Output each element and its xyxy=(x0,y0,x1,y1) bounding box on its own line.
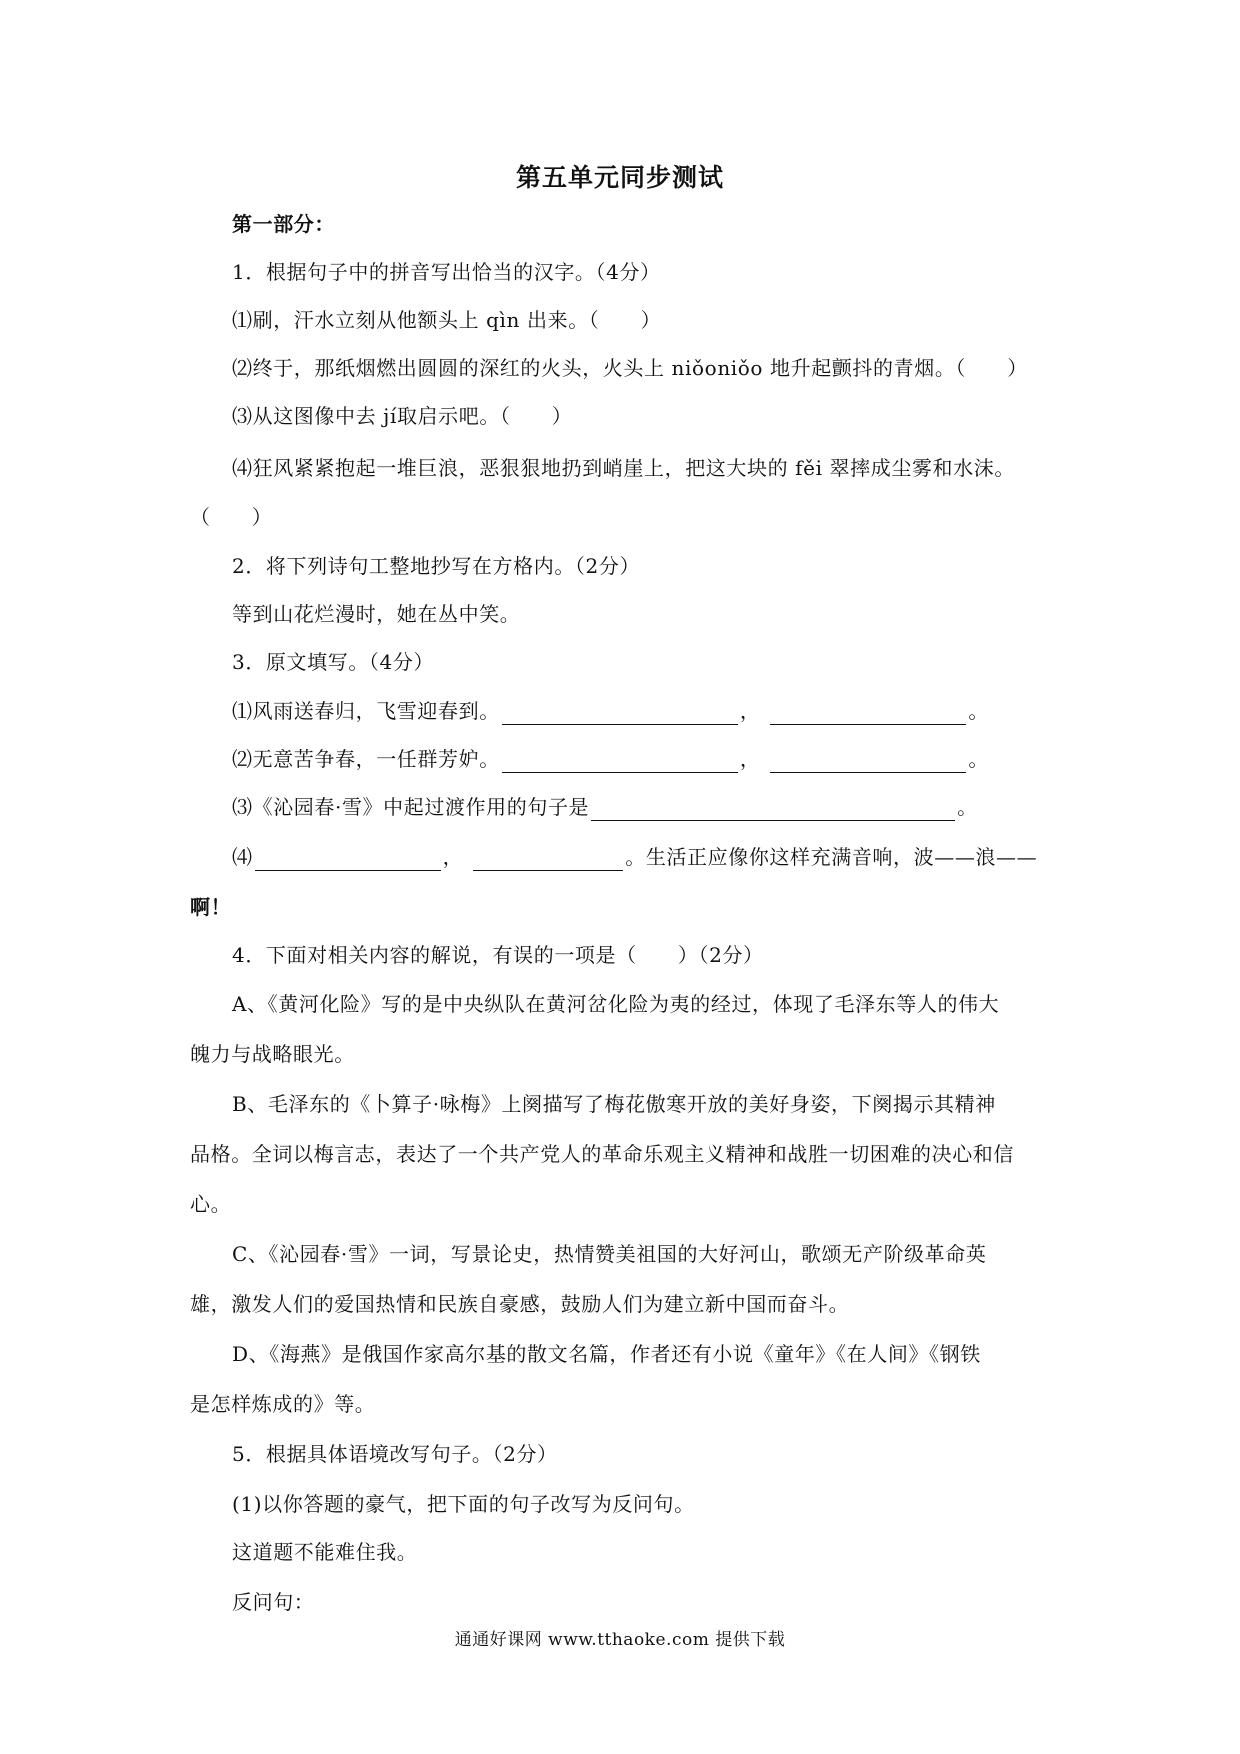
question-3-item-4-number: ⑷ xyxy=(232,845,253,869)
question-1-item-2: ⑵终于，那纸烟燃出圆圆的深红的火头，火头上 niǒoniǒo 地升起颤抖的青烟。（ ） xyxy=(232,356,1028,380)
period: 。 xyxy=(968,747,990,771)
question-3-item-1-text: ⑴风雨送春归，飞雪迎春到。 xyxy=(232,699,500,723)
fill-blank[interactable] xyxy=(770,702,966,725)
question-4-stem: 4．下面对相关内容的解说，有误的一项是（ ）（2分） xyxy=(232,943,764,967)
question-3-item-2-text: ⑵无意苦争春，一任群芳妒。 xyxy=(232,747,500,771)
question-3-item-4-continuation: 啊！ xyxy=(190,895,232,919)
page-title: 第五单元同步测试 xyxy=(515,163,724,192)
period: 。 xyxy=(968,699,990,723)
question-1-item-1: ⑴刷，汗水立刻从他额头上 qìn 出来。（ ） xyxy=(232,308,662,332)
option-c-line-2: 雄，激发人们的爱国热情和民族自豪感，鼓励人们为建立新中国而奋斗。 xyxy=(190,1292,850,1316)
question-1-item-4: ⑷狂风紧紧抱起一堆巨浪，恶狠狠地扔到峭崖上，把这大块的 fěi 翠摔成尘雾和水沫。 xyxy=(232,456,1015,480)
question-5-sentence: 这道题不能难住我。 xyxy=(232,1540,418,1564)
option-b-line-1: B、毛泽东的《卜算子·咏梅》上阕描写了梅花傲寒开放的美好身姿，下阕揭示其精神 xyxy=(232,1092,996,1116)
question-5-stem: 5．根据具体语境改写句子。（2分） xyxy=(232,1442,558,1466)
fill-blank[interactable] xyxy=(502,702,738,725)
option-c-line-1: C、《沁园春·雪》一词，写景论史，热情赞美祖国的大好河山，歌颂无产阶级革命英 xyxy=(232,1242,987,1266)
question-3-item-2 xyxy=(232,745,989,773)
option-a-line-2: 魄力与战略眼光。 xyxy=(190,1042,355,1066)
option-b-line-2: 品格。全词以梅言志，表达了一个共产党人的革命乐观主义精神和战胜一切困难的决心和信 xyxy=(190,1142,1014,1166)
option-d-line-1: D、《海燕》是俄国作家高尔基的散文名篇，作者还有小说《童年》《在人间》《钢铁 xyxy=(232,1342,981,1366)
question-1-stem: 1．根据句子中的拼音写出恰当的汉字。（4分） xyxy=(232,260,661,284)
option-d-line-2: 是怎样炼成的》等。 xyxy=(190,1392,376,1416)
question-1-item-4-answer: （ ） xyxy=(190,505,273,529)
fill-blank[interactable] xyxy=(473,848,623,871)
footer-credit: 通通好课网 www.tthaoke.com 提供下载 xyxy=(454,1630,786,1650)
option-b-line-3: 心。 xyxy=(190,1192,232,1216)
comma: ， xyxy=(739,699,761,723)
question-3-item-3-text: ⑶《沁园春·雪》中起过渡作用的句子是 xyxy=(232,795,590,819)
fill-blank[interactable] xyxy=(502,750,738,773)
question-3-stem: 3．原文填写。（4分） xyxy=(232,650,435,674)
fill-blank[interactable] xyxy=(770,750,966,773)
question-1-item-3: ⑶从这图像中去 jí取启示吧。（ ） xyxy=(232,404,573,428)
question-3-item-4 xyxy=(232,843,1037,871)
comma: ， xyxy=(739,747,761,771)
question-3-item-3 xyxy=(232,793,978,821)
question-2-poem: 等到山花烂漫时，她在丛中笑。 xyxy=(232,602,521,626)
fill-blank[interactable] xyxy=(255,848,441,871)
question-2-stem: 2．将下列诗句工整地抄写在方格内。（2分） xyxy=(232,554,641,578)
option-a-line-1: A、《黄河化险》写的是中央纵队在黄河岔化险为夷的经过，体现了毛泽东等人的伟大 xyxy=(232,992,1000,1016)
question-5-answer-label: 反问句： xyxy=(232,1590,315,1614)
question-5-sub-1: (1)以你答题的豪气，把下面的句子改写为反问句。 xyxy=(232,1492,695,1516)
comma: ， xyxy=(442,845,464,869)
question-3-item-1 xyxy=(232,697,989,725)
part-heading: 第一部分： xyxy=(232,212,335,236)
period: 。 xyxy=(957,795,978,819)
fill-blank[interactable] xyxy=(591,798,955,821)
question-3-item-4-text: 。生活正应像你这样充满音响，波——浪—— xyxy=(625,845,1038,869)
